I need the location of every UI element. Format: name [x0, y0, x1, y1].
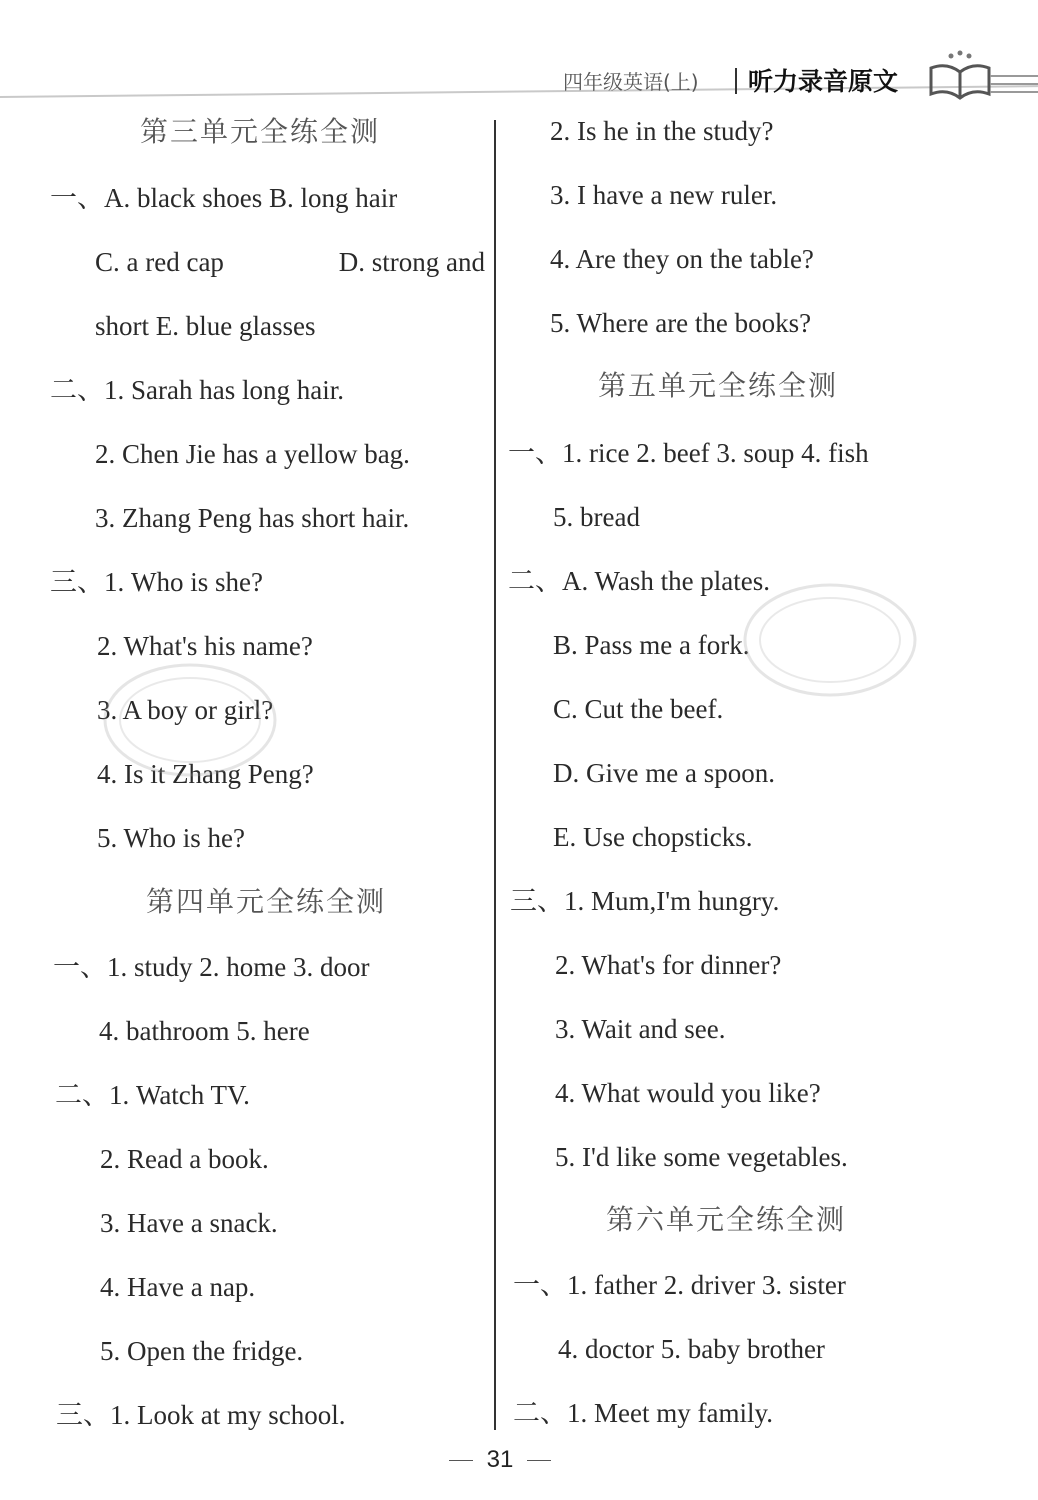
unit5-line: 2. What's for dinner? [555, 950, 782, 980]
unit4-cont-line: 4. Are they on the table? [550, 244, 814, 274]
unit4-line: 2. Read a book. [100, 1144, 269, 1174]
unit5-line: 二、A. Wash the plates. [508, 566, 771, 596]
unit3-line: 三、1. Who is she? [50, 567, 263, 597]
unit3-line: 一、A. black shoes B. long hair [50, 183, 398, 213]
unit3-line: 二、1. Sarah has long hair. [50, 375, 344, 405]
unit3-line: 3. Zhang Peng has short hair. [95, 503, 410, 533]
unit5-line: E. Use chopsticks. [553, 822, 753, 852]
unit5-line: C. Cut the beef. [553, 694, 724, 724]
book-icon [925, 50, 995, 102]
unit3-line: 2. Chen Jie has a yellow bag. [95, 439, 410, 469]
unit4-line: 5. Open the fridge. [100, 1336, 304, 1366]
unit3-line-justified [95, 249, 485, 276]
unit5-line: D. Give me a spoon. [553, 758, 775, 788]
unit3-line: 3. A boy or girl? [97, 695, 274, 725]
header-subtitle: 四年级英语(上) [563, 70, 699, 94]
unit5-heading: 第五单元全练全测 [598, 369, 839, 402]
column-divider [494, 120, 496, 1430]
unit5-line: B. Pass me a fork. [553, 630, 750, 660]
stamp-watermark [740, 580, 920, 700]
unit4-cont-line: 3. I have a new ruler. [550, 180, 778, 210]
decorative-lines [990, 72, 1038, 96]
unit4-line: 3. Have a snack. [100, 1208, 278, 1238]
unit4-line: 4. bathroom 5. here [99, 1016, 310, 1046]
unit3-option-c: C. a red cap [95, 247, 224, 277]
unit4-line: 二、1. Watch TV. [55, 1080, 250, 1110]
unit4-cont-line: 5. Where are the books? [550, 308, 812, 338]
unit4-line: 4. Have a nap. [100, 1272, 256, 1302]
stamp-watermark [100, 660, 280, 780]
unit4-heading: 第四单元全练全测 [146, 885, 387, 918]
page-number-text: 31 [486, 1446, 514, 1473]
header-separator [735, 68, 737, 94]
unit3-line: 2. What's his name? [97, 631, 313, 661]
unit6-line: 4. doctor 5. baby brother [558, 1334, 825, 1364]
unit5-line: 4. What would you like? [555, 1078, 821, 1108]
unit3-line: 5. Who is he? [97, 823, 245, 853]
unit5-line: 5. bread [553, 502, 640, 532]
unit6-line: 二、1. Meet my family. [513, 1398, 773, 1428]
unit4-line: 三、1. Look at my school. [56, 1400, 346, 1430]
unit5-line: 一、1. rice 2. beef 3. soup 4. fish [508, 438, 869, 468]
dash-right [527, 1460, 551, 1461]
unit6-heading: 第六单元全练全测 [606, 1203, 847, 1236]
unit3-heading: 第三单元全练全测 [140, 115, 381, 148]
unit4-cont-line: 2. Is he in the study? [550, 116, 774, 146]
page-number [0, 1446, 1000, 1474]
unit5-line: 5. I'd like some vegetables. [555, 1142, 848, 1172]
unit3-line: 4. Is it Zhang Peng? [97, 759, 314, 789]
unit3-line: short E. blue glasses [95, 311, 316, 341]
unit5-line: 三、1. Mum,I'm hungry. [510, 886, 780, 916]
unit4-line: 一、1. study 2. home 3. door [53, 952, 370, 982]
unit3-option-d: D. strong and [338, 247, 485, 277]
dash-left [449, 1460, 473, 1461]
unit6-line: 一、1. father 2. driver 3. sister [513, 1270, 846, 1300]
unit5-line: 3. Wait and see. [555, 1014, 726, 1044]
header-title: 听力录音原文 [748, 67, 899, 96]
